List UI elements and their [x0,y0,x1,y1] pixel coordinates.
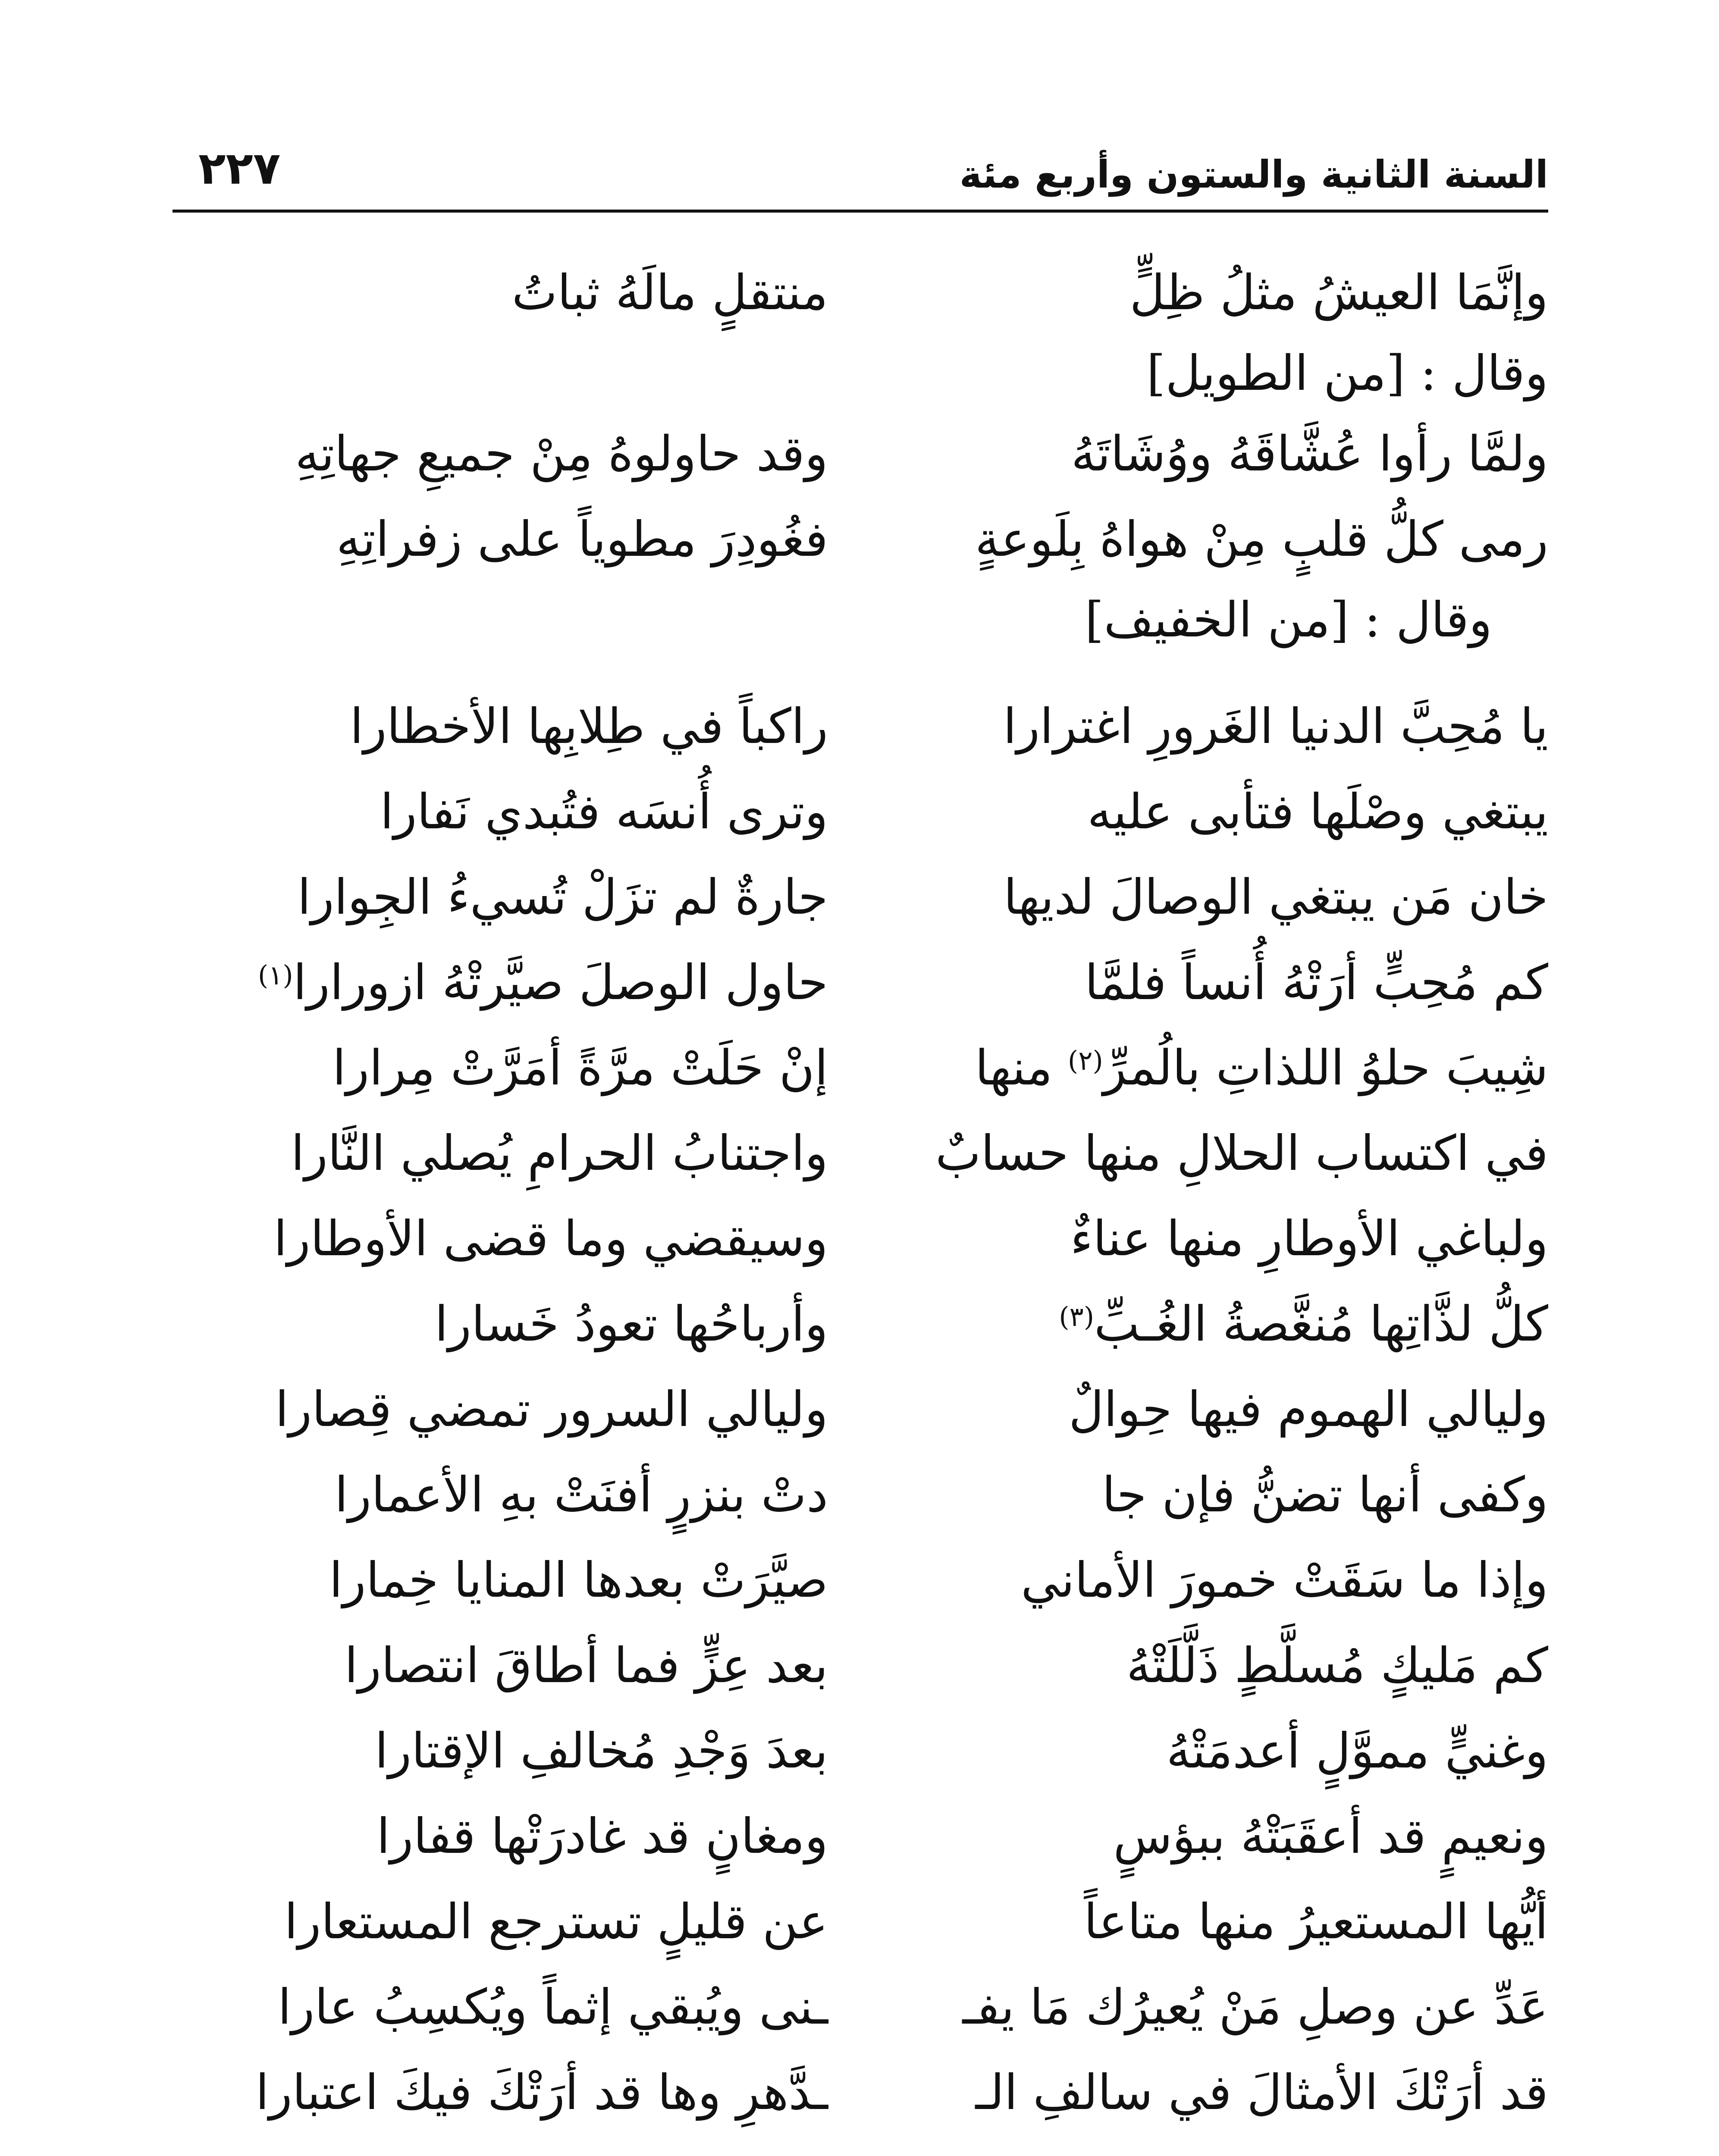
verse-line [173,769,1548,855]
verse-line [173,1623,1548,1708]
verse-first-hemistich: وليالي الهموم فيها حِوالٌ [1069,1382,1548,1438]
verse-first-hemistich: وإذا ما سَقَتْ خمورَ الأماني [1021,1552,1548,1608]
verse-second-hemistich: وسيقضي وما قضى الأوطارا [273,1211,828,1267]
hemistich-text: شِيبَ حلوُ اللذاتِ بالُمرِّ [1103,1040,1548,1096]
footnote-ref[interactable]: (١) [258,959,293,991]
hemistich-text: كلُّ لذَّاتِها مُنغَّصةُ الغُـبِّ [1094,1296,1548,1352]
verse-line [173,1452,1548,1538]
verse-first-hemistich: رمى كلُّ قلبٍ مِنْ هواهُ بِلَوعةٍ [975,511,1548,567]
verse-second-hemistich: عن قليلٍ تسترجع المستعارا [284,1894,828,1950]
verse-line [173,1282,1548,1367]
verse-line [173,497,1548,582]
page-number: ٢٢٧ [198,142,281,194]
verse-line [173,2050,1548,2135]
running-header [173,142,1548,203]
verse-first-hemistich: في اكتساب الحلالِ منها حسابٌ [935,1125,1548,1181]
poem-body [173,250,1548,2135]
verse-line [173,1879,1548,1965]
verse-second-hemistich: وترى أُنسَه فتُبدي نَفارا [380,784,828,840]
verse-line [173,684,1548,769]
verse-line [173,250,1548,335]
verse-second-hemistich: وليالي السرور تمضي قِصارا [275,1382,828,1438]
verse-line [173,940,1548,1025]
verse-first-hemistich: يبتغي وصْلَها فتأبى عليه [1087,784,1548,840]
poem-intro [173,335,1548,411]
verse-line [173,1111,1548,1196]
verse-line [173,855,1548,940]
verse-second-hemistich: بعد عِزٍّ فما أطاقَ انتصارا [344,1638,828,1694]
verse-line [173,1965,1548,2050]
verse-line [173,1538,1548,1623]
verse-first-hemistich: وكفى أنها تضنُّ فإن جا [1102,1467,1548,1523]
verse-first-hemistich: عَدِّ عن وصلِ مَنْ يُعيرُك مَا يفـ [962,1979,1548,2035]
poem-intro-text: وقال : [من الخفيف] [1085,592,1492,648]
footnote-ref[interactable]: (٢) [1068,1045,1103,1076]
verse-first-hemistich: كم مُحِبٍّ أرَتْهُ أُنساً فلمَّا [1085,955,1548,1011]
verse-first-hemistich: كم مَليكٍ مُسلَّطٍ ذَلَّلَتْهُ [1126,1638,1548,1694]
verse-second-hemistich: ـدَّهرِ وها قد أرَتْكَ فيكَ اعتبارا [255,2065,828,2121]
verse-first-hemistich: وغنيٍّ مموَّلٍ أعدمَتْهُ [1166,1723,1548,1779]
footnote-ref[interactable]: (٣) [1059,1301,1095,1332]
running-title: السنة الثانية والستون وأربع مئة [959,152,1548,197]
verse-second-hemistich: ـنى ويُبقي إثماً ويُكسِبُ عارا [278,1979,828,2035]
verse-first-hemistich: وإنَّمَا العيشُ مثلُ ظِلٍّ [1129,265,1548,321]
verse-second-hemistich: جارةٌ لم تزَلْ تُسيءُ الجِوارا [297,869,828,925]
verse-second-hemistich: دتْ بنزرٍ أفنَتْ بهِ الأعمارا [334,1467,828,1523]
verse-first-hemistich: أيُّها المستعيرُ منها متاعاً [1084,1894,1548,1950]
verse-line [173,1196,1548,1282]
verse-second-hemistich: ومغانٍ قد غادرَتْها قفارا [376,1808,828,1865]
hemistich-text-end: منها [975,1040,1068,1096]
verse-first-hemistich: ولمَّا رأوا عُشَّاقَهُ ووُشَاتَهُ [1071,426,1548,482]
verse-first-hemistich: ونعيمٍ قد أعقَبَتْهُ ببؤسٍ [1113,1808,1548,1865]
verse-second-hemistich: منتقلٍ مالَهُ ثباتُ [511,265,828,321]
header-rule [173,210,1548,213]
verse-second-hemistich [173,940,828,1025]
spacer [173,658,1548,684]
verse-second-hemistich: واجتنابُ الحرامِ يُصلي النَّارا [291,1125,828,1181]
verse-line [173,1367,1548,1452]
hemistich-text: حاول الوصلَ صيَّرتْهُ ازورارا [293,955,828,1011]
verse-line [173,1708,1548,1794]
verse-second-hemistich: فغُودِرَ مطوياً على زفراتِهِ [336,511,828,567]
verse-first-hemistich: قد أرَتْكَ الأمثالَ في سالفِ الـ [975,2065,1548,2121]
verse-second-hemistich: إنْ حَلَتْ مرَّةً أمَرَّتْ مِرارا [333,1040,828,1096]
verse-first-hemistich [884,1025,1548,1111]
verse-first-hemistich: خان مَن يبتغي الوصالَ لديها [1004,869,1548,925]
verse-first-hemistich [884,1282,1548,1367]
poem-intro [173,582,1548,658]
verse-first-hemistich: ولباغي الأوطارِ منها عناءٌ [1070,1211,1548,1267]
verse-second-hemistich: وقد حاولوهُ مِنْ جميعِ جهاتِهِ [295,426,828,482]
verse-second-hemistich: وأرباحُها تعودُ خَسارا [434,1296,828,1352]
verse-second-hemistich: بعدَ وَجْدِ مُخالفِ الإقتارا [374,1723,828,1779]
verse-line [173,1794,1548,1879]
verse-line [173,411,1548,497]
verse-second-hemistich: صيَّرَتْ بعدها المنايا خِمارا [329,1552,828,1608]
poem-intro-text: وقال : [من الطويل] [1146,345,1548,401]
verse-second-hemistich: راكباً في طِلابِها الأخطارا [350,699,828,755]
verse-first-hemistich: يا مُحِبَّ الدنيا الغَرورِ اغترارا [1003,699,1548,755]
verse-line [173,1025,1548,1111]
